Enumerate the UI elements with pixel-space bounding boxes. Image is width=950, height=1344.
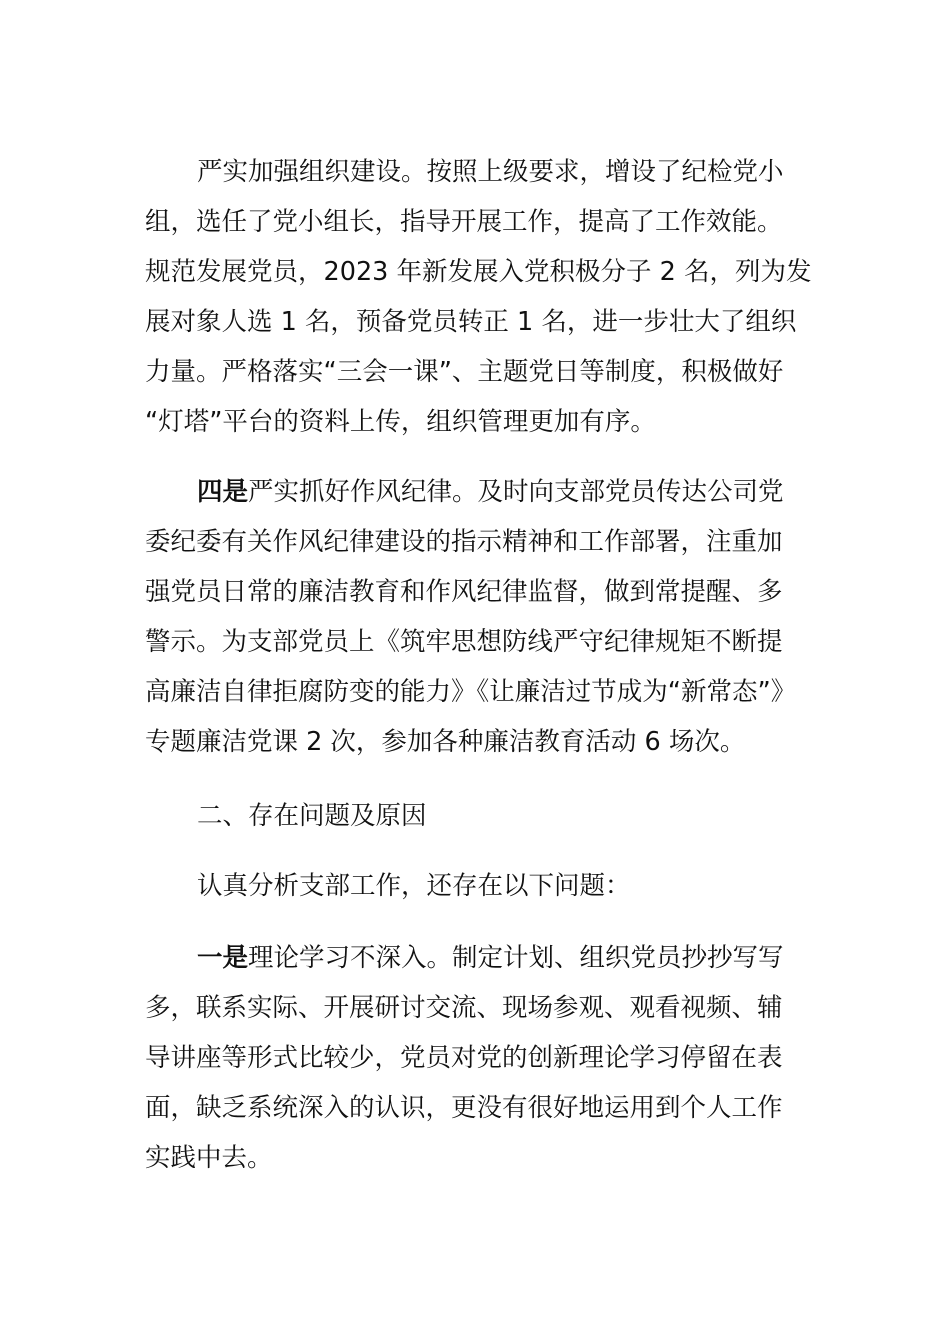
paragraph-line — [197, 941, 784, 975]
bold-lead: 四是 — [197, 477, 249, 507]
paragraph-line: 实践中去。 — [145, 1143, 273, 1173]
paragraph-line: 认真分析支部工作，还存在以下问题： — [197, 871, 631, 901]
paragraph-line: 严实加强组织建设。按照上级要求，增设了纪检党小 — [197, 157, 784, 187]
paragraph-line: 展对象人选 1 名，预备党员转正 1 名，进一步壮大了组织 — [145, 307, 797, 337]
section-heading: 二、存在问题及原因 — [197, 801, 427, 831]
paragraph-line: 力量。严格落实“三会一课”、主题党日等制度，积极做好 — [145, 357, 784, 387]
paragraph-line: 专题廉洁党课 2 次，参加各种廉洁教育活动 6 场次。 — [145, 727, 746, 757]
paragraph-line: 面，缺乏系统深入的认识，更没有很好地运用到个人工作 — [145, 1093, 783, 1123]
paragraph-line: 警示。为支部党员上《筑牢思想防线严守纪律规矩不断提 — [145, 627, 783, 657]
paragraph-line: 多，联系实际、开展研讨交流、现场参观、观看视频、辅 — [145, 993, 783, 1023]
bold-lead: 一是 — [197, 943, 249, 973]
paragraph-line: 组，选任了党小组长，指导开展工作，提高了工作效能。 — [145, 207, 783, 237]
paragraph-line: “灯塔”平台的资料上传，组织管理更加有序。 — [145, 407, 656, 437]
paragraph-line: 规范发展党员，2023 年新发展入党积极分子 2 名，列为发 — [145, 257, 812, 287]
paragraph-line: 导讲座等形式比较少，党员对党的创新理论学习停留在表 — [145, 1043, 783, 1073]
line-text: 理论学习不深入。制定计划、组织党员抄抄写写 — [248, 943, 784, 973]
line-text: 严实抓好作风纪律。及时向支部党员传达公司党 — [248, 477, 784, 507]
paragraph-line: 强党员日常的廉洁教育和作风纪律监督，做到常提醒、多 — [145, 577, 783, 607]
paragraph-line — [197, 475, 784, 509]
paragraph-line: 委纪委有关作风纪律建设的指示精神和工作部署，注重加 — [145, 527, 783, 557]
paragraph-line: 高廉洁自律拒腐防变的能力》《让廉洁过节成为“新常态”》 — [145, 677, 797, 707]
